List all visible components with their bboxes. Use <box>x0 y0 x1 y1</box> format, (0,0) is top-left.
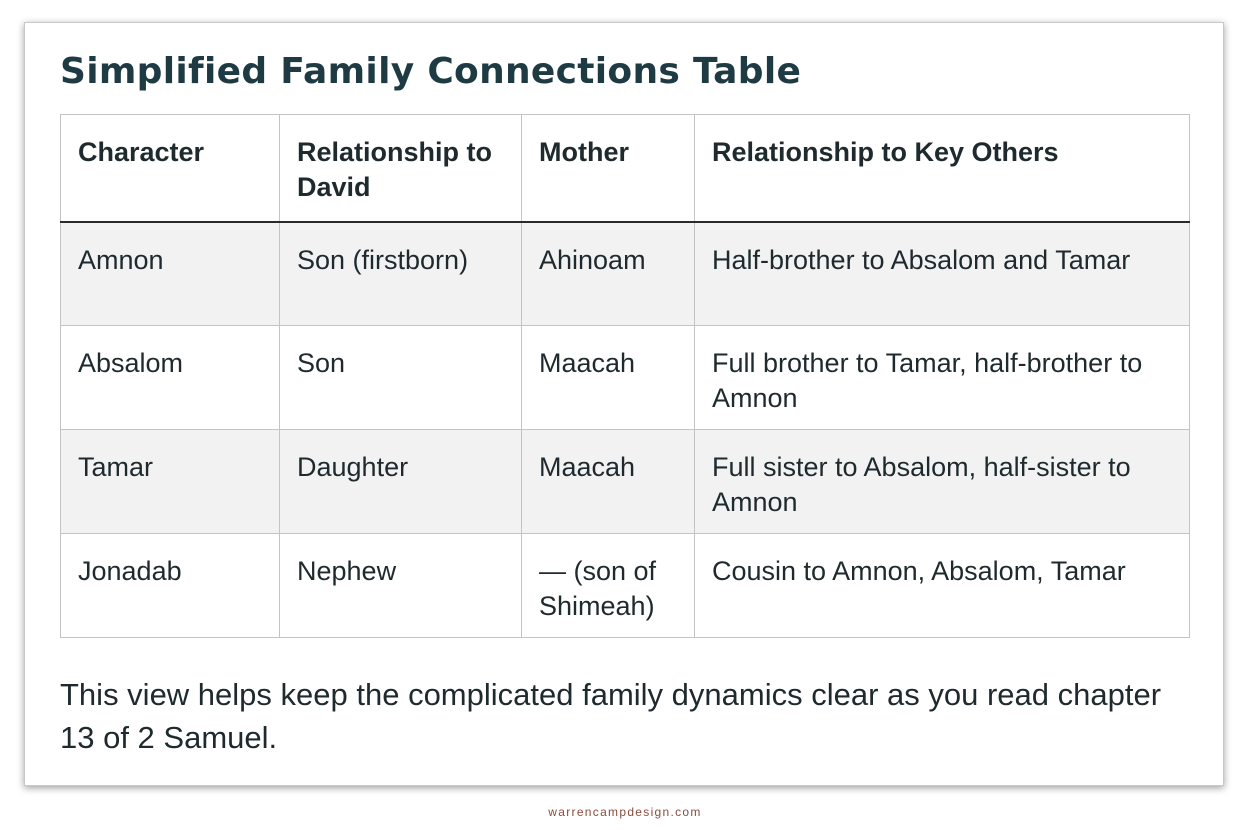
table-row <box>61 222 1190 326</box>
cell-relationship-to-key-others: Half-brother to Absalom and Tamar <box>695 222 1190 326</box>
family-table <box>60 114 1190 638</box>
cell-relationship-to-david: Daughter <box>280 430 522 534</box>
content-card <box>24 22 1224 786</box>
column-header-relationship-to-key-others: Relationship to Key Others <box>695 115 1190 222</box>
column-header-character: Character <box>61 115 280 222</box>
cell-mother: Maacah <box>522 326 695 430</box>
cell-character: Tamar <box>61 430 280 534</box>
cell-mother: — (son of Shimeah) <box>522 534 695 638</box>
cell-character: Amnon <box>61 222 280 326</box>
column-header-relationship-to-david: Relationship to David <box>280 115 522 222</box>
table-row <box>61 534 1190 638</box>
cell-relationship-to-key-others: Full sister to Absalom, half-sister to Amnon <box>695 430 1190 534</box>
site-credit: warrencampdesign.com <box>548 805 702 819</box>
summary-note: This view helps keep the complicated family dynamics clear as you read chapter 13 of 2 Samuel. <box>60 677 1162 755</box>
table-row <box>61 326 1190 430</box>
cell-character: Jonadab <box>61 534 280 638</box>
cell-relationship-to-david: Son (firstborn) <box>280 222 522 326</box>
page-title: Simplified Family Connections Table <box>60 51 802 92</box>
cell-relationship-to-key-others: Cousin to Amnon, Absalom, Tamar <box>695 534 1190 638</box>
cell-mother: Maacah <box>522 430 695 534</box>
cell-mother: Ahinoam <box>522 222 695 326</box>
column-header-mother: Mother <box>522 115 695 222</box>
cell-relationship-to-david: Son <box>280 326 522 430</box>
cell-relationship-to-david: Nephew <box>280 534 522 638</box>
table-header-row <box>61 115 1190 222</box>
table-row <box>61 430 1190 534</box>
cell-character: Absalom <box>61 326 280 430</box>
cell-relationship-to-key-others: Full brother to Tamar, half-brother to Amnon <box>695 326 1190 430</box>
